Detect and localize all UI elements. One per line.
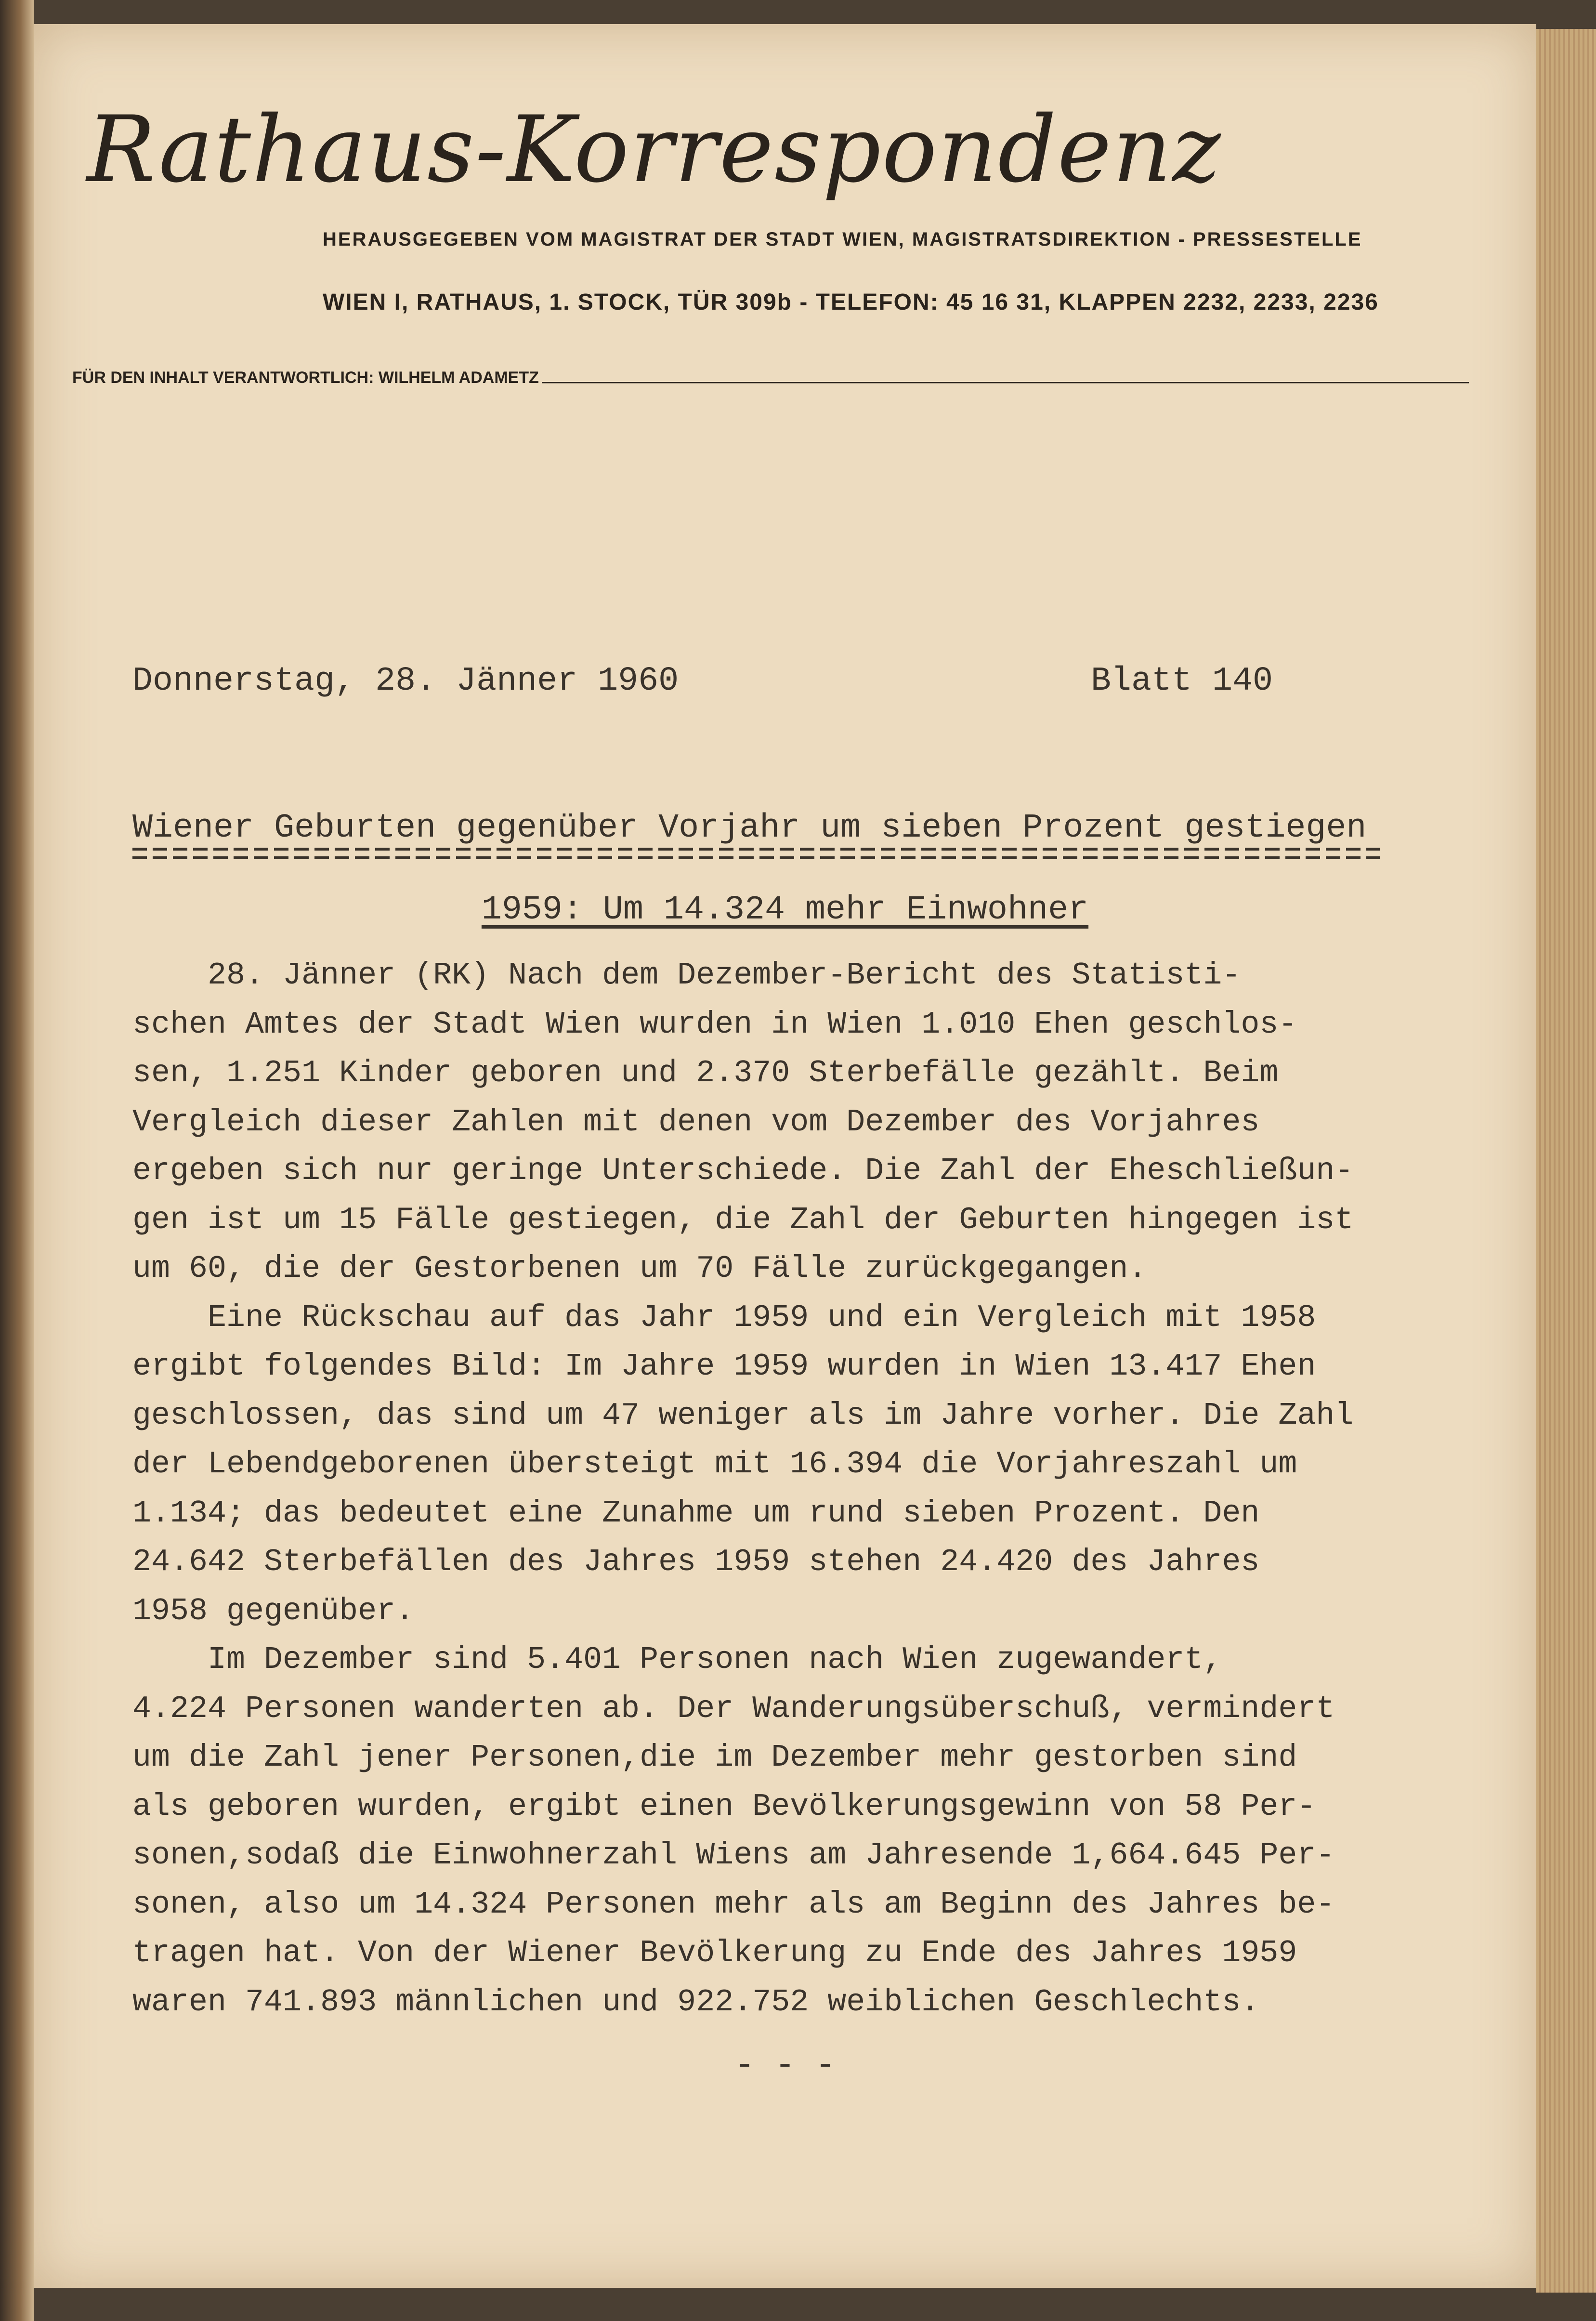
body-line: Eine Rückschau auf das Jahr 1959 und ein Vergleich mit 1958 <box>132 1299 1316 1336</box>
article-subtitle: 1959: Um 14.324 mehr Einwohner <box>481 891 1089 929</box>
sheet-number: Blatt 140 <box>1091 662 1273 700</box>
article-title: Wiener Geburten gegenüber Vorjahr um sieben Prozent gestiegen <box>132 809 1367 847</box>
body-line: sonen, also um 14.324 Personen mehr als am Beginn des Jahres be- <box>132 1886 1335 1922</box>
body-line: als geboren wurden, ergibt einen Bevölkerungsgewinn von 58 Per- <box>132 1788 1316 1824</box>
book-spine <box>0 0 34 2321</box>
publisher-line: HERAUSGEGEBEN VOM MAGISTRAT DER STADT WIEN, MAGISTRATSDIREKTION - PRESSESTELLE <box>323 229 1362 250</box>
body-line: sen, 1.251 Kinder geboren und 2.370 Sterbefälle gezählt. Beim <box>132 1055 1279 1091</box>
responsible-text: FÜR DEN INHALT VERANTWORTLICH: WILHELM ADAMETZ <box>72 368 539 387</box>
body-line: 28. Jänner (RK) Nach dem Dezember-Bericht des Statisti- <box>132 957 1241 993</box>
body-line: geschlossen, das sind um 47 weniger als im Jahre vorher. Die Zahl <box>132 1397 1354 1433</box>
body-line: tragen hat. Von der Wiener Bevölkerung zu Ende des Jahres 1959 <box>132 1935 1297 1971</box>
address-line: WIEN I, RATHAUS, 1. STOCK, TÜR 309b - TELEFON: 45 16 31, KLAPPEN 2232, 2233, 2236 <box>323 289 1379 315</box>
header-rule <box>542 382 1469 383</box>
dateline: Donnerstag, 28. Jänner 1960 <box>132 662 679 700</box>
responsible-line <box>72 368 1469 387</box>
body-line: gen ist um 15 Fälle gestiegen, die Zahl der Geburten hingegen ist <box>132 1202 1354 1238</box>
body-line: 1958 gegenüber. <box>132 1593 415 1629</box>
body-line: um 60, die der Gestorbenen um 70 Fälle zurückgegangen. <box>132 1251 1147 1286</box>
body-line: der Lebendgeborenen übersteigt mit 16.394 die Vorjahreszahl um <box>132 1446 1297 1482</box>
body-line: ergibt folgendes Bild: Im Jahre 1959 wurden in Wien 13.417 Ehen <box>132 1349 1316 1384</box>
body-line: Im Dezember sind 5.401 Personen nach Wien zugewandert, <box>132 1642 1222 1678</box>
article-body <box>132 951 1481 2027</box>
body-line: 1.134; das bedeutet eine Zunahme um rund sieben Prozent. Den <box>132 1495 1260 1531</box>
masthead: Rathaus-Korrespondenz <box>87 96 1222 203</box>
title-double-rule <box>132 848 1380 862</box>
body-line: Vergleich dieser Zahlen mit denen vom Dezember des Vorjahres <box>132 1104 1260 1140</box>
body-line: sonen,sodaß die Einwohnerzahl Wiens am Jahresende 1,664.645 Per- <box>132 1837 1335 1873</box>
body-line: 24.642 Sterbefällen des Jahres 1959 stehen 24.420 des Jahres <box>132 1544 1260 1580</box>
body-line: um die Zahl jener Personen,die im Dezember mehr gestorben sind <box>132 1740 1297 1775</box>
page-edges <box>1536 29 1596 2293</box>
body-line: waren 741.893 männlichen und 922.752 weiblichen Geschlechts. <box>132 1984 1260 2020</box>
body-line: schen Amtes der Stadt Wien wurden in Wien 1.010 Ehen geschlos- <box>132 1006 1297 1042</box>
end-mark: - - - <box>734 2047 836 2085</box>
body-line: ergeben sich nur geringe Unterschiede. Die Zahl der Eheschließun- <box>132 1153 1354 1189</box>
body-line: 4.224 Personen wanderten ab. Der Wanderungsüberschuß, vermindert <box>132 1691 1335 1727</box>
document-page <box>34 24 1536 2288</box>
